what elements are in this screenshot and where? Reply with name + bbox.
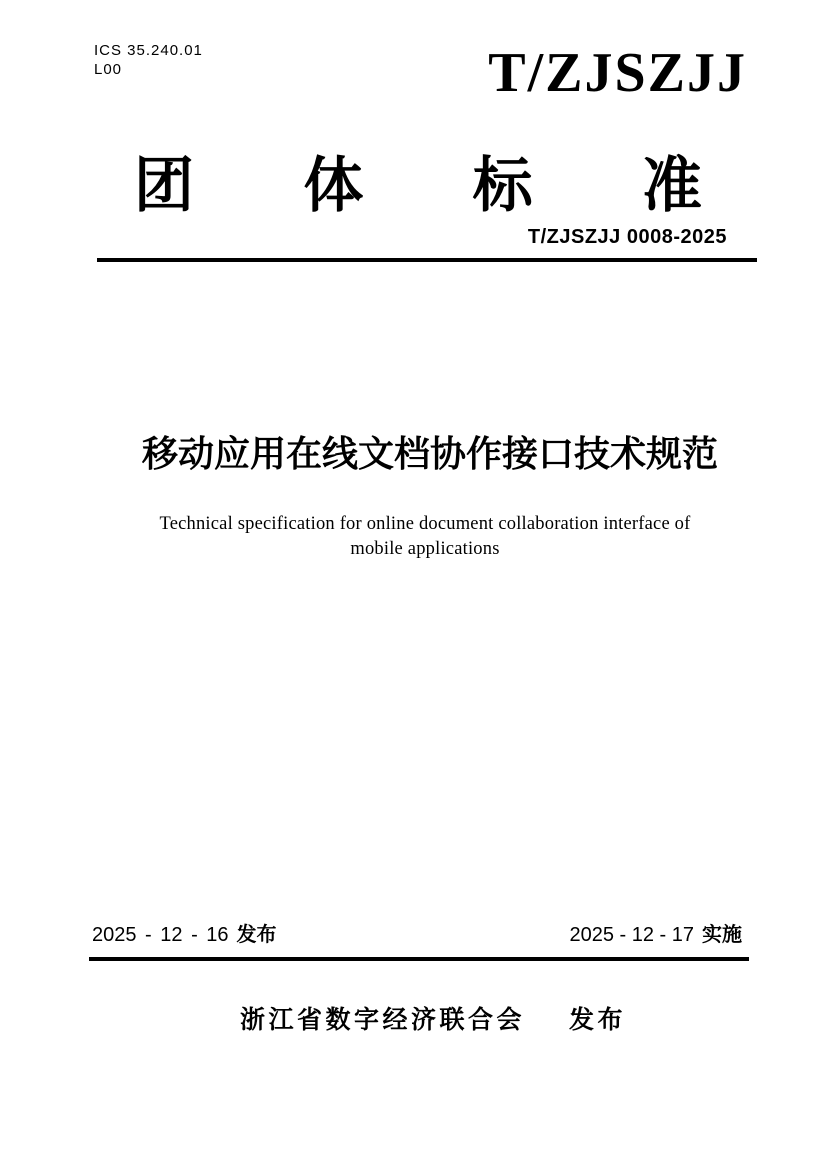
implement-date: 2025 - 12 - 17 xyxy=(569,924,694,946)
doc-class-code: L00 xyxy=(94,61,123,78)
footer-rule xyxy=(89,957,749,961)
standard-number: T/ZJSZJJ 0008-2025 xyxy=(527,226,727,248)
banner-char: 准 xyxy=(641,152,702,219)
document-title-en-line1: Technical specification for online document collaboration interface of xyxy=(159,514,691,534)
banner-char: 团 xyxy=(134,152,194,219)
implement-label: 实施 xyxy=(702,924,742,946)
publisher-name: 浙江省数字经济联合会 xyxy=(240,1006,526,1034)
issue-date-line xyxy=(92,918,277,947)
issue-label: 发布 xyxy=(236,924,277,946)
classification-block xyxy=(94,42,203,79)
ics-code: ICS 35.240.01 xyxy=(94,42,203,59)
banner-char: 标 xyxy=(472,152,533,219)
document-title-cn: 移动应用在线文档协作接口技术规范 xyxy=(141,433,718,474)
publisher-action-label: 发布 xyxy=(569,1006,627,1034)
document-title-en xyxy=(95,512,755,562)
implement-date-line xyxy=(569,918,742,947)
society-code: T/ZJSZJJ xyxy=(488,42,747,104)
banner-char: 体 xyxy=(303,152,364,219)
header-rule xyxy=(97,258,757,262)
standard-type-banner xyxy=(134,152,702,219)
date-row xyxy=(0,918,815,944)
document-title-en-line2: mobile applications xyxy=(350,539,500,559)
publisher-row xyxy=(240,1006,626,1034)
issue-date: 2025 - 12 - 16 xyxy=(92,924,229,946)
